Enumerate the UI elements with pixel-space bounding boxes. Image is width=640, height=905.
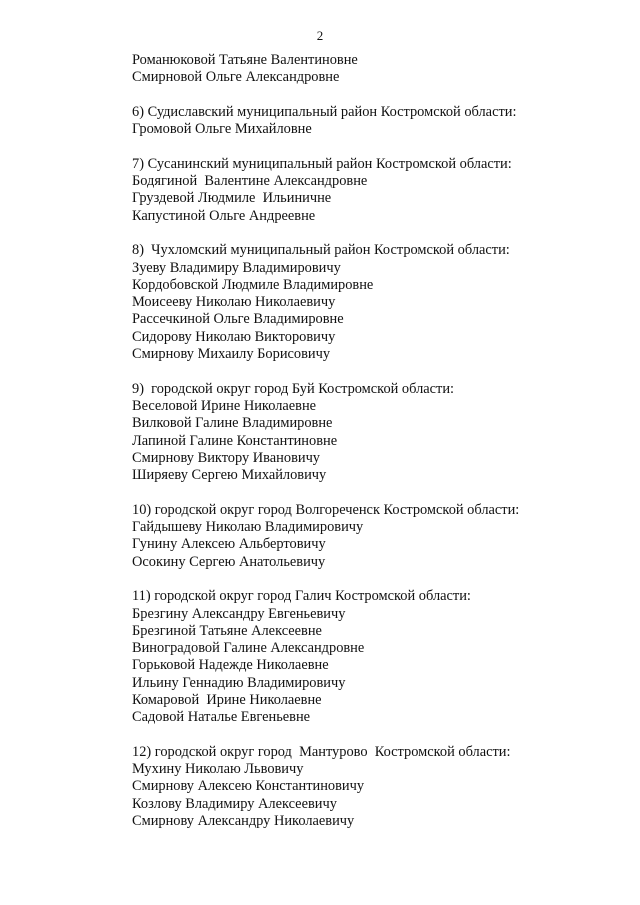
person-name: Мухину Николаю Львовичу [132, 761, 304, 778]
person-name: Смирновой Ольге Александровне [132, 69, 340, 86]
person-name: Зуеву Владимиру Владимировичу [132, 259, 341, 276]
person-name: Ильину Геннадию Владимировичу [132, 674, 346, 691]
section-heading: 8) Чухломский муниципальный район Костромской области: [132, 242, 510, 259]
person-name: Кордобовской Людмиле Владимировне [132, 276, 374, 293]
person-name: Смирнову Алексею Константиновичу [132, 778, 365, 795]
person-name: Романюковой Татьяне Валентиновне [132, 52, 358, 68]
person-name: Громовой Ольге Михайловне [132, 121, 312, 138]
person-name: Рассечкиной Ольге Владимировне [132, 311, 344, 328]
person-name: Гайдышеву Николаю Владимировичу [132, 519, 364, 536]
section-heading: 11) городской округ город Галич Костромской области: [132, 588, 471, 605]
list-section [132, 588, 602, 726]
section-heading: 12) городской округ город Мантурово Костромской области: [132, 743, 511, 760]
page-number: 2 [316, 28, 324, 43]
person-name: Сидорову Николаю Викторовичу [132, 328, 336, 345]
person-name: Горьковой Надежде Николаевне [132, 657, 329, 674]
section-heading: 7) Сусанинский муниципальный район Костромской области: [132, 155, 512, 172]
person-name: Моисееву Николаю Николаевичу [132, 294, 336, 311]
person-name: Козлову Владимиру Алексеевичу [132, 795, 337, 812]
person-name: Бодягиной Валентине Александровне [132, 173, 368, 190]
person-name: Капустиной Ольге Андреевне [132, 207, 316, 224]
list-section [132, 381, 602, 485]
person-name: Осокину Сергею Анатольевичу [132, 553, 326, 570]
section-heading: 10) городской округ город Волгореченск Костромской области: [132, 501, 520, 518]
list-section [132, 242, 602, 363]
section-heading: 6) Судиславский муниципальный район Костромской области: [132, 103, 517, 120]
person-name: Садовой Наталье Евгеньевне [132, 709, 311, 726]
person-name: Виноградовой Галине Александровне [132, 640, 365, 657]
person-name: Смирнову Александру Николаевичу [132, 813, 355, 830]
list-section [132, 502, 602, 571]
person-name: Лапиной Галине Константиновне [132, 432, 338, 449]
person-name: Груздевой Людмиле Ильиничне [132, 190, 332, 207]
person-name: Гунину Алексею Альбертовичу [132, 536, 326, 553]
person-name: Брезгину Александру Евгеньевичу [132, 605, 346, 622]
list-section [132, 156, 602, 225]
person-name: Смирнову Виктору Ивановичу [132, 449, 320, 466]
list-section [132, 52, 602, 87]
person-name: Комаровой Ирине Николаевне [132, 691, 322, 708]
section-heading: 9) городской округ город Буй Костромской области: [132, 380, 455, 397]
person-name: Веселовой Ирине Николаевне [132, 397, 317, 414]
list-section [132, 744, 602, 830]
person-name: Ширяеву Сергею Михайловичу [132, 467, 327, 484]
person-name: Смирнову Михаилу Борисовичу [132, 346, 331, 363]
list-section [132, 104, 602, 139]
person-name: Брезгиной Татьяне Алексеевне [132, 622, 322, 639]
document-body [132, 52, 602, 848]
person-name: Вилковой Галине Владимировне [132, 415, 333, 432]
